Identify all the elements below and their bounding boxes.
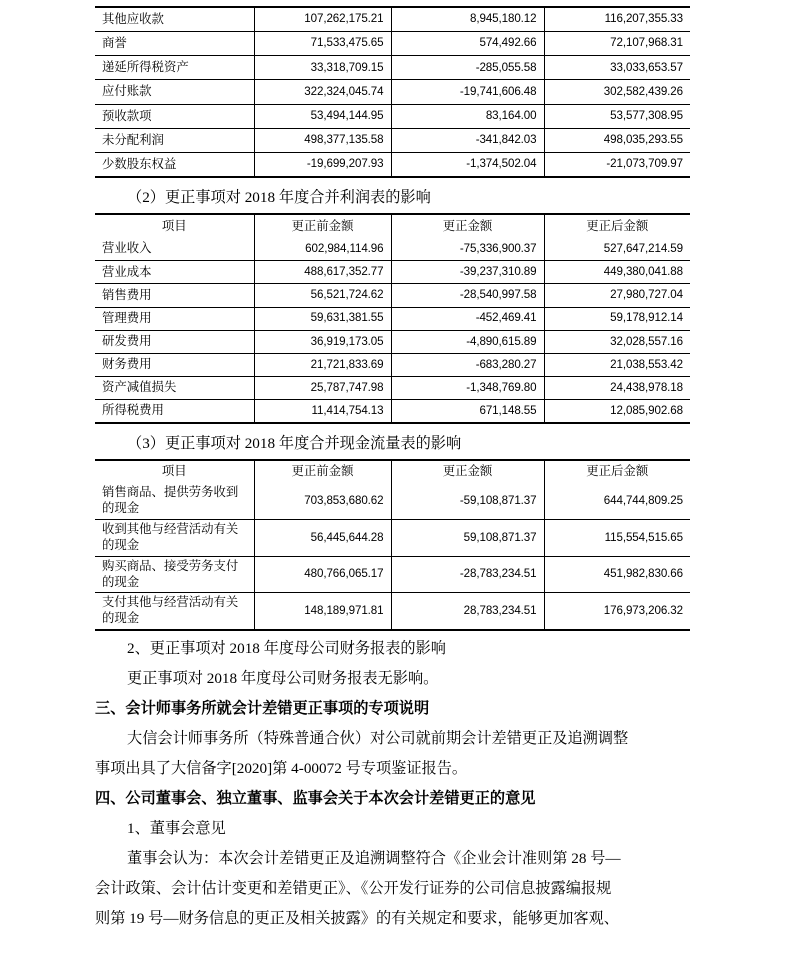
row-pre-value: 59,631,381.55 — [254, 307, 391, 330]
row-item-label: 研发费用 — [95, 330, 254, 353]
row-pre-value: 148,189,971.81 — [254, 593, 391, 630]
row-pre-value: 56,445,644.28 — [254, 519, 391, 556]
row-item-label: 未分配利润 — [95, 128, 254, 152]
row-pre-value: 36,919,173.05 — [254, 330, 391, 353]
row-item-label: 收到其他与经营活动有关的现金 — [95, 519, 254, 556]
row-post-value: 176,973,206.32 — [544, 593, 690, 630]
row-post-value: 33,033,653.57 — [544, 56, 690, 80]
row-post-value: 21,038,553.42 — [544, 353, 690, 376]
section3-heading: 三、会计师事务所就会计差错更正事项的专项说明 — [95, 700, 430, 718]
row-pre-value: 480,766,065.17 — [254, 556, 391, 593]
row-post-value: 451,982,830.66 — [544, 556, 690, 593]
table-row — [95, 483, 690, 519]
column-header-item: 项目 — [95, 460, 254, 483]
row-pre-value: 322,324,045.74 — [254, 80, 391, 104]
row-adj-value: -683,280.27 — [391, 353, 544, 376]
row-post-value: 498,035,293.55 — [544, 128, 690, 152]
table-row — [95, 593, 690, 630]
income-statement-table — [95, 213, 690, 424]
row-item-label: 少数股东权益 — [95, 153, 254, 177]
row-pre-value: 25,787,747.98 — [254, 377, 391, 400]
table-row — [95, 377, 690, 400]
row-post-value: 32,028,557.16 — [544, 330, 690, 353]
row-item-label: 商誉 — [95, 31, 254, 55]
row-adj-value: 671,148.55 — [391, 400, 544, 423]
row-adj-value: -39,237,310.89 — [391, 261, 544, 284]
column-header-adj: 更正金额 — [391, 460, 544, 483]
row-post-value: 449,380,041.88 — [544, 261, 690, 284]
table-row — [95, 330, 690, 353]
row-post-value: 59,178,912.14 — [544, 307, 690, 330]
cash-flow-table — [95, 459, 690, 631]
section4-paragraph-line2: 会计政策、会计估计变更和差错更正》、《公开发行证券的公司信息披露编报规 — [95, 880, 612, 898]
income-statement-table-head — [95, 214, 690, 237]
row-pre-value: -19,699,207.93 — [254, 153, 391, 177]
column-header-pre: 更正前金额 — [254, 460, 391, 483]
table-row — [95, 56, 690, 80]
item1-heading: 1、董事会意见 — [127, 820, 226, 838]
row-post-value: 24,438,978.18 — [544, 377, 690, 400]
row-adj-value: -285,055.58 — [391, 56, 544, 80]
row-pre-value: 703,853,680.62 — [254, 483, 391, 519]
row-pre-value: 71,533,475.65 — [254, 31, 391, 55]
row-pre-value: 56,521,724.62 — [254, 284, 391, 307]
table-header-row — [95, 214, 690, 237]
row-pre-value: 488,617,352.77 — [254, 261, 391, 284]
row-adj-value: -1,374,502.04 — [391, 153, 544, 177]
row-post-value: -21,073,709.97 — [544, 153, 690, 177]
table-header-row — [95, 460, 690, 483]
table-row — [95, 237, 690, 260]
row-adj-value: 8,945,180.12 — [391, 7, 544, 31]
section4-paragraph-line1: 董事会认为：本次会计差错更正及追溯调整符合《企业会计准则第 28 号— — [127, 850, 621, 868]
table-row — [95, 80, 690, 104]
column-header-post: 更正后金额 — [544, 460, 690, 483]
item2-heading: 2、更正事项对 2018 年度母公司财务报表的影响 — [127, 640, 446, 658]
table-row — [95, 519, 690, 556]
row-adj-value: -452,469.41 — [391, 307, 544, 330]
table-row — [95, 104, 690, 128]
row-pre-value: 11,414,754.13 — [254, 400, 391, 423]
table-row — [95, 153, 690, 177]
row-adj-value: -1,348,769.80 — [391, 377, 544, 400]
row-pre-value: 33,318,709.15 — [254, 56, 391, 80]
table-row — [95, 7, 690, 31]
row-adj-value: -28,783,234.51 — [391, 556, 544, 593]
row-item-label: 购买商品、接受劳务支付的现金 — [95, 556, 254, 593]
row-item-label: 应付账款 — [95, 80, 254, 104]
row-adj-value: 83,164.00 — [391, 104, 544, 128]
table-row — [95, 128, 690, 152]
row-adj-value: -75,336,900.37 — [391, 237, 544, 260]
row-post-value: 72,107,968.31 — [544, 31, 690, 55]
balance-sheet-table — [95, 6, 690, 178]
row-pre-value: 107,262,175.21 — [254, 7, 391, 31]
table-row — [95, 261, 690, 284]
section-heading-cashflow: （3）更正事项对 2018 年度合并现金流量表的影响 — [127, 434, 462, 452]
section-heading-income: （2）更正事项对 2018 年度合并利润表的影响 — [127, 189, 431, 207]
row-post-value: 116,207,355.33 — [544, 7, 690, 31]
row-item-label: 递延所得税资产 — [95, 56, 254, 80]
row-pre-value: 602,984,114.96 — [254, 237, 391, 260]
row-post-value: 527,647,214.59 — [544, 237, 690, 260]
row-item-label: 其他应收款 — [95, 7, 254, 31]
row-post-value: 53,577,308.95 — [544, 104, 690, 128]
item2-text: 更正事项对 2018 年度母公司财务报表无影响。 — [127, 670, 439, 688]
table-row — [95, 307, 690, 330]
column-header-pre: 更正前金额 — [254, 214, 391, 237]
row-item-label: 所得税费用 — [95, 400, 254, 423]
row-post-value: 12,085,902.68 — [544, 400, 690, 423]
cash-flow-table-body — [95, 483, 690, 630]
row-item-label: 资产减值损失 — [95, 377, 254, 400]
table-row — [95, 556, 690, 593]
row-pre-value: 53,494,144.95 — [254, 104, 391, 128]
row-item-label: 营业成本 — [95, 261, 254, 284]
table-row — [95, 400, 690, 423]
row-item-label: 管理费用 — [95, 307, 254, 330]
row-item-label: 财务费用 — [95, 353, 254, 376]
row-post-value: 644,744,809.25 — [544, 483, 690, 519]
row-adj-value: -28,540,997.58 — [391, 284, 544, 307]
row-adj-value: 59,108,871.37 — [391, 519, 544, 556]
table-row — [95, 284, 690, 307]
column-header-item: 项目 — [95, 214, 254, 237]
row-post-value: 27,980,727.04 — [544, 284, 690, 307]
row-item-label: 营业收入 — [95, 237, 254, 260]
row-adj-value: 574,492.66 — [391, 31, 544, 55]
row-post-value: 115,554,515.65 — [544, 519, 690, 556]
section4-heading: 四、公司董事会、独立董事、监事会关于本次会计差错更正的意见 — [95, 790, 536, 808]
row-adj-value: -59,108,871.37 — [391, 483, 544, 519]
balance-sheet-table-body — [95, 7, 690, 177]
row-item-label: 支付其他与经营活动有关的现金 — [95, 593, 254, 630]
section3-paragraph-line2: 事项出具了大信备字[2020]第 4-00072 号专项鉴证报告。 — [95, 760, 468, 778]
table-row — [95, 31, 690, 55]
row-adj-value: -19,741,606.48 — [391, 80, 544, 104]
row-item-label: 销售费用 — [95, 284, 254, 307]
section3-paragraph-line1: 大信会计师事务所（特殊普通合伙）对公司就前期会计差错更正及追溯调整 — [127, 730, 629, 748]
row-adj-value: 28,783,234.51 — [391, 593, 544, 630]
cash-flow-table-head — [95, 460, 690, 483]
row-adj-value: -341,842.03 — [391, 128, 544, 152]
row-item-label: 预收款项 — [95, 104, 254, 128]
column-header-post: 更正后金额 — [544, 214, 690, 237]
table-row — [95, 353, 690, 376]
row-item-label: 销售商品、提供劳务收到的现金 — [95, 483, 254, 519]
column-header-adj: 更正金额 — [391, 214, 544, 237]
row-pre-value: 498,377,135.58 — [254, 128, 391, 152]
row-pre-value: 21,721,833.69 — [254, 353, 391, 376]
row-adj-value: -4,890,615.89 — [391, 330, 544, 353]
row-post-value: 302,582,439.26 — [544, 80, 690, 104]
section4-paragraph-line3: 则第 19 号—财务信息的更正及相关披露》的有关规定和要求，能够更加客观、 — [95, 910, 619, 928]
income-statement-table-body — [95, 237, 690, 423]
